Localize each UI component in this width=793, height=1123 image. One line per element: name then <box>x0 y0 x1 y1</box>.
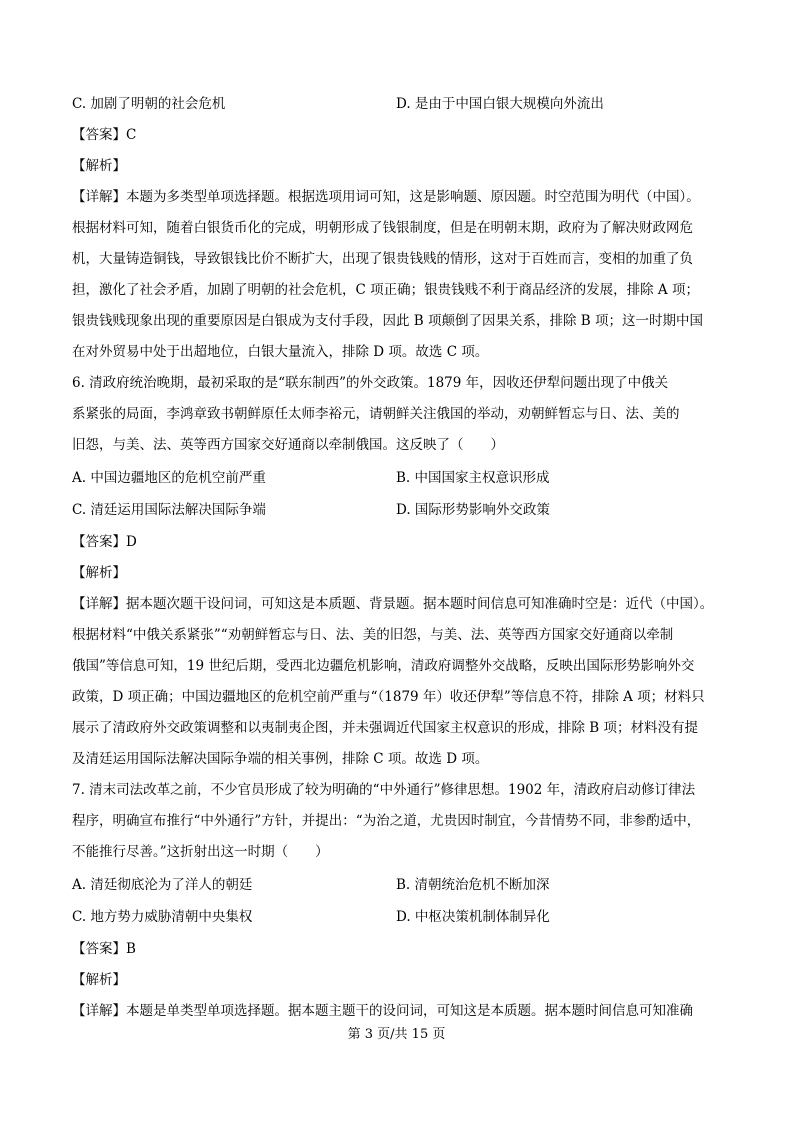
q7-option-d: D. 中枢决策机制体制异化 <box>396 909 550 925</box>
q6-option-c: C. 清廷运用国际法解决国际争端 <box>72 502 266 518</box>
q6-detail-line: 政策，D 项正确；中国边疆地区的危机空前严重与“（1879 年）收还伊犁”等信息不符，排除 A 项；材料只 <box>72 689 705 705</box>
q5-detail-line: 根据材料可知，随着白银货币化的完成，明朝形成了钱银制度，但是在明朝末期，政府为了解决财政网危 <box>72 220 693 236</box>
q7-option-a: A. 清廷彻底沦为了洋人的朝廷 <box>72 877 253 893</box>
q6-detail-line: 根据材料“中俄关系紧张”“劝朝鲜暂忘与日、法、美的旧怨，与美、法、英等西方国家交好通商以牵制 <box>72 627 674 643</box>
q7-stem-line: 程序，明确宣布推行“中外通行”方针，并提出：“为治之道，尤贵因时制宜，今昔情势不同，非参酌适中， <box>72 813 701 829</box>
q6-stem-line: 旧怨，与美、法、英等西方国家交好通商以牵制俄国。这反映了（ ） <box>72 437 504 453</box>
q5-detail-line: 【详解】本题为多类型单项选择题。根据选项用词可知，这是影响题、原因题。时空范围为明代（中国）。 <box>72 189 700 205</box>
q6-detail-line: 【详解】据本题次题干设问词，可知这是本质题、背景题。据本题时间信息可知准确时空是：近代（中国）。 <box>72 596 714 612</box>
q7-answer: 【答案】B <box>72 941 136 957</box>
q7-stem-line: 不能推行尽善。”这折射出这一时期（ ） <box>72 844 329 860</box>
page-footer: 第 3 页/共 15 页 <box>347 1027 446 1042</box>
q6-analysis-label: 【解析】 <box>72 565 126 581</box>
q6-option-a: A. 中国边疆地区的危机空前严重 <box>72 470 266 486</box>
q6-detail-line: 展示了清政府外交政策调整和以夷制夷企图，并未强调近代国家主权意识的形成，排除 B 项；材料没有提 <box>72 720 699 736</box>
q5-answer: 【答案】C <box>72 127 137 143</box>
q5-detail-line: 机，大量铸造铜钱，导致银钱比价不断扩大，出现了银贵钱贱的情形，这对于百姓而言，变相的加重了负 <box>72 251 693 267</box>
q6-stem-line: 系紧张的局面，李鸿章致书朝鲜原任太师李裕元，请朝鲜关注俄国的举动，劝朝鲜暂忘与日、法、美的 <box>72 406 680 422</box>
q5-analysis-label: 【解析】 <box>72 158 126 174</box>
q5-option-c: C. 加剧了明朝的社会危机 <box>72 96 226 112</box>
q5-detail-line: 担，激化了社会矛盾，加剧了明朝的社会危机，C 项正确；银贵钱贱不利于商品经济的发展，排除 A 项； <box>72 282 699 298</box>
q6-detail-line: 俄国”等信息可知，19 世纪后期，受西北边疆危机影响，清政府调整外交战略，反映出国际形势影响外交 <box>72 658 695 674</box>
q5-option-d: D. 是由于中国白银大规模向外流出 <box>396 96 604 112</box>
q6-stem-line: 6. 清政府统治晚期，最初采取的是“联东制西”的外交政策。1879 年，因收还伊犁问题出现了中俄关 <box>72 375 669 391</box>
q5-detail-line: 在对外贸易中处于出超地位，白银大量流入，排除 D 项。故选 C 项。 <box>72 344 489 360</box>
q6-detail-line: 及清廷运用国际法解决国际争端的相关事例，排除 C 项。故选 D 项。 <box>72 751 489 767</box>
q6-option-d: D. 国际形势影响外交政策 <box>396 502 550 518</box>
q5-detail-line: 银贵钱贱现象出现的重要原因是白银成为支付手段，因此 B 项颠倒了因果关系，排除 B 项；这一时期中国 <box>72 313 704 329</box>
q7-option-c: C. 地方势力威胁清朝中央集权 <box>72 909 253 925</box>
q7-analysis-label: 【解析】 <box>72 972 126 988</box>
q7-option-b: B. 清朝统治危机不断加深 <box>396 877 550 893</box>
q7-stem-line: 7. 清末司法改革之前，不少官员形成了较为明确的“中外通行”修律思想。1902 年，清政府启动修订律法 <box>72 782 696 798</box>
q6-option-b: B. 中国国家主权意识形成 <box>396 470 550 486</box>
q7-detail-line: 【详解】本题是单类型单项选择题。据本题主题干的设问词，可知这是本质题。据本题时间信息可知准确 <box>72 1003 693 1019</box>
q6-answer: 【答案】D <box>72 534 137 550</box>
